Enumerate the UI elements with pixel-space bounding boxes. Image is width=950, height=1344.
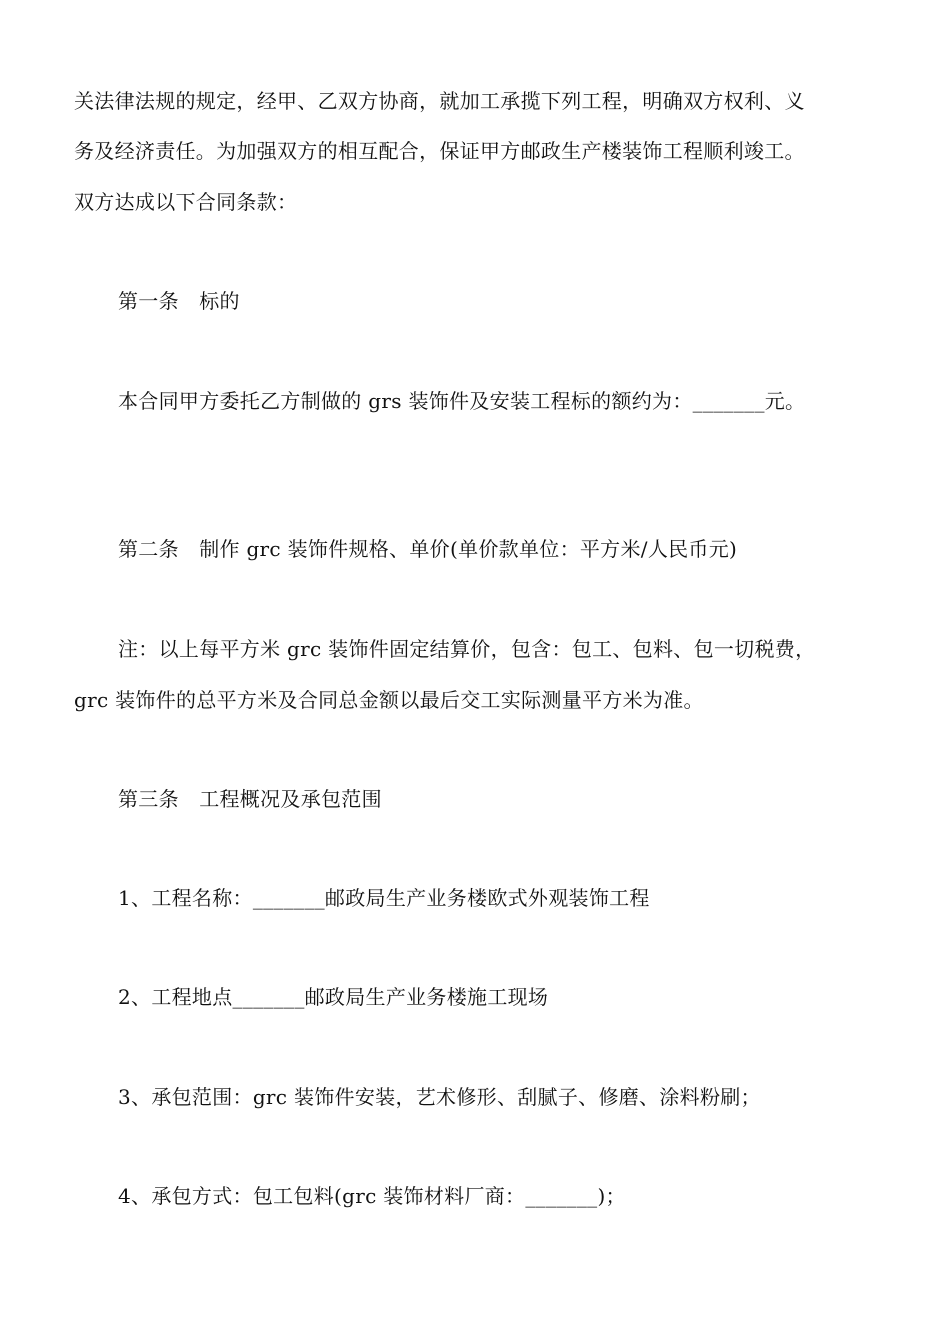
intro-line-3: 双方达成以下合同条款： <box>74 190 298 214</box>
intro-line-1: 关法律法规的规定，经甲、乙双方协商，就加工承揽下列工程，明确双方权利、义 <box>74 89 805 113</box>
article-3-item-2: 2、工程地点_______邮政局生产业务楼施工现场 <box>118 985 549 1009</box>
article-2-note-line-1: 注：以上每平方米 grc 装饰件固定结算价，包含：包工、包料、包一切税费， <box>118 637 816 661</box>
article-2-heading: 第二条 制作 grc 装饰件规格、单价(单价款单位：平方米/人民币元) <box>118 537 738 561</box>
article-3-item-4: 4、承包方式：包工包料(grc 装饰材料厂商：_______)； <box>118 1184 626 1208</box>
article-2-note-line-2: grc 装饰件的总平方米及合同总金额以最后交工实际测量平方米为准。 <box>74 688 704 712</box>
article-3-item-1: 1、工程名称：_______邮政局生产业务楼欧式外观装饰工程 <box>118 886 650 910</box>
intro-line-2: 务及经济责任。为加强双方的相互配合，保证甲方邮政生产楼装饰工程顺利竣工。 <box>74 139 805 163</box>
article-3-heading: 第三条 工程概况及承包范围 <box>118 787 382 811</box>
article-1-heading: 第一条 标的 <box>118 289 240 313</box>
article-3-item-3: 3、承包范围：grc 装饰件安装，艺术修形、刮腻子、修磨、涂料粉刷； <box>118 1085 761 1109</box>
article-1-body: 本合同甲方委托乙方制做的 grs 装饰件及安装工程标的额约为：_______元。 <box>118 389 806 413</box>
